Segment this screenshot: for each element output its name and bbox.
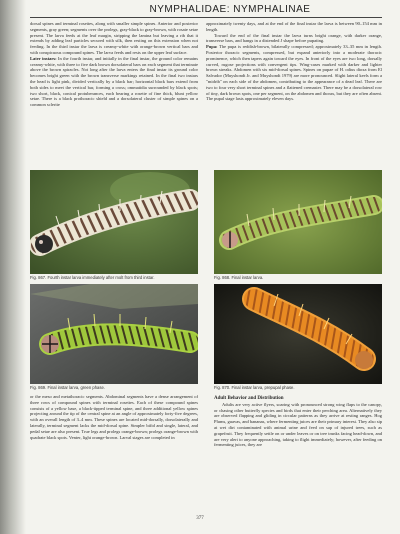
figure-869-caption: Fig. 869. Final instar larva, green phase. [30,385,105,390]
left-column-top-text [30,21,198,143]
paragraph-adult-behavior: Adults are very active flyers, soaring with pronounced strong wing flaps to the canopy, or chasing other butterfly species and birds that enter their perching area. Alternatively they are observed flapping and gliding in circular patterns as they arrive at resting ranges. Hog Plums, guavas, and bananas, where fermenting juices are their primary interest. They also sip at wet dirt contaminated with animal urine and feed on sap of injured trees, such as grapefruit. They frequently settle on or under leaves or on tree trunks facing head-down, and are very alert to anyone approaching, taking to flight immediately; however, after feeding on fermenting juices, they are [214,401,382,448]
right-column-bottom-text [214,394,382,510]
figure-868-photo [214,170,382,274]
adult-behavior-heading: Adult Behavior and Distribution [214,396,284,401]
paragraph-later-instars [30,56,198,108]
paragraph-pupa [206,44,382,102]
figure-867-photo [30,170,198,274]
spine-shadow [0,0,26,534]
paragraph-length: approximately twenty days, and at the end of the final instar the larva is between 90–154 mm in length. [206,21,382,32]
figure-870-photo [214,284,382,384]
pupa-label: Pupa: [206,44,218,50]
figure-867-caption: Fig. 867. Fourth instar larva immediately after molt from third instar. [30,275,155,280]
caterpillar-fourth-instar-image [30,170,198,274]
pupa-body: The pupa is reddish-brown, bilaterally compressed; approximately 33–35 mm in length. Posterior thoracic segments, compressed, but expand anteriorly into a moderate thoracic prominence, which then tapers again toward the eyes. In front of the eyes are two long, dorsally curved, rugose projections with convergent tips. Wing-cases marked with darker and lighter brown streaks. Abdomen with six mid-dorsal spines. Spines on pupae of H. odius dioxa from El Salvador (Muyshondt Jr. and Muyshondt 1979) are more pronounced. Slight lateral keels form a "midrib" on each side of the abdomen, contributing to the appearance of a dead leaf. There are two to four very short terminal spines and a flattened cremaster. There may be a dorsolateral row of tiny, dark brown spots, one per segment, on the abdomen and thorax, but they are often absent. The pupal stage lasts approximately eleven days. [206,44,382,102]
figure-868-caption: Fig. 868. Final instar larva. [214,275,264,280]
paragraph-abdominal-spines: or the meso and metathoracic segments. Abdominal segments have a dense arrangement of three rows of compound spines with terminal rosettes. Each of these compound spines consists of a yellow base, a black-tipped terminal spine, and three additional yellow spines projecting around the tip of the central spine at an angle of approximately forty-five degrees, with an overall length of 3–4 mm. These spines are located mid-dorsally, dorsolaterally and laterally, terminal segment lacks the mid-dorsal spine. Simpler bifid and single, lateral, and pedal setae are also present. True legs and prolegs orange-brown; prolegs orange-brown with quadrate black spots. Venter, light orange-brown. Larval stages are completed in [30,394,198,440]
right-column-top-text [206,21,382,169]
figure-869-photo [30,284,198,384]
caterpillar-prepupal-phase-image [214,284,382,384]
left-column-bottom-text [30,394,198,510]
caterpillar-green-phase-image [30,284,198,384]
page-number: 377 [196,516,204,521]
later-instars-label: Later instars: [30,55,57,61]
caterpillar-final-instar-image [214,170,382,274]
later-instars-body: In the fourth instar, and initially in the final instar, the ground color remains creamy-white, with three to five dark brown dorsolateral bars on each segment that terminate above the brown spiracles. Not long after the larva enters the final instar its ground color becomes bright green with the brown transverse markings retained. In the final two instars the head is light pink, divided vertically by a black bar; horizontal black bars extend from both sides to meet the vertical bar, forming a cross; ommatidia surrounded by black spots; two short, black, conical protuberances, each bearing a rosette of fine thick, blunt yellow setae. There is a black prothoracic shield and a dorsolateral cluster of simple spines on a common sclerite [30,55,198,108]
header-rule [30,17,382,18]
figure-870-caption: Fig. 870. Final instar larva, prepupal phase. [214,385,295,390]
paragraph-larva: dorsal spines and terminal rosettes, along with smaller simple spines. Anterior and posterior segments, gray green; segments over the prolegs, gray-black to gray-brown, with rosate setae present. The larva feeds at the leaf margin, stripping the lamina but leaving a rib that it extends by adding leaf particles secured with silk, then resting on this extension when not feeding. In the third instar the larva is creamy-white with orange-brown vertical bars and with conspicuous compound spines. The larva feeds and rests on the upper leaf surface. [30,21,198,55]
paragraph-prepupal: Toward the end of the final instar the larva turns bright orange, with darker orange, transverse bars, and hangs in a distended J shape before pupating. [206,32,382,44]
running-header: NYMPHALIDAE: NYMPHALINAE [149,4,311,15]
